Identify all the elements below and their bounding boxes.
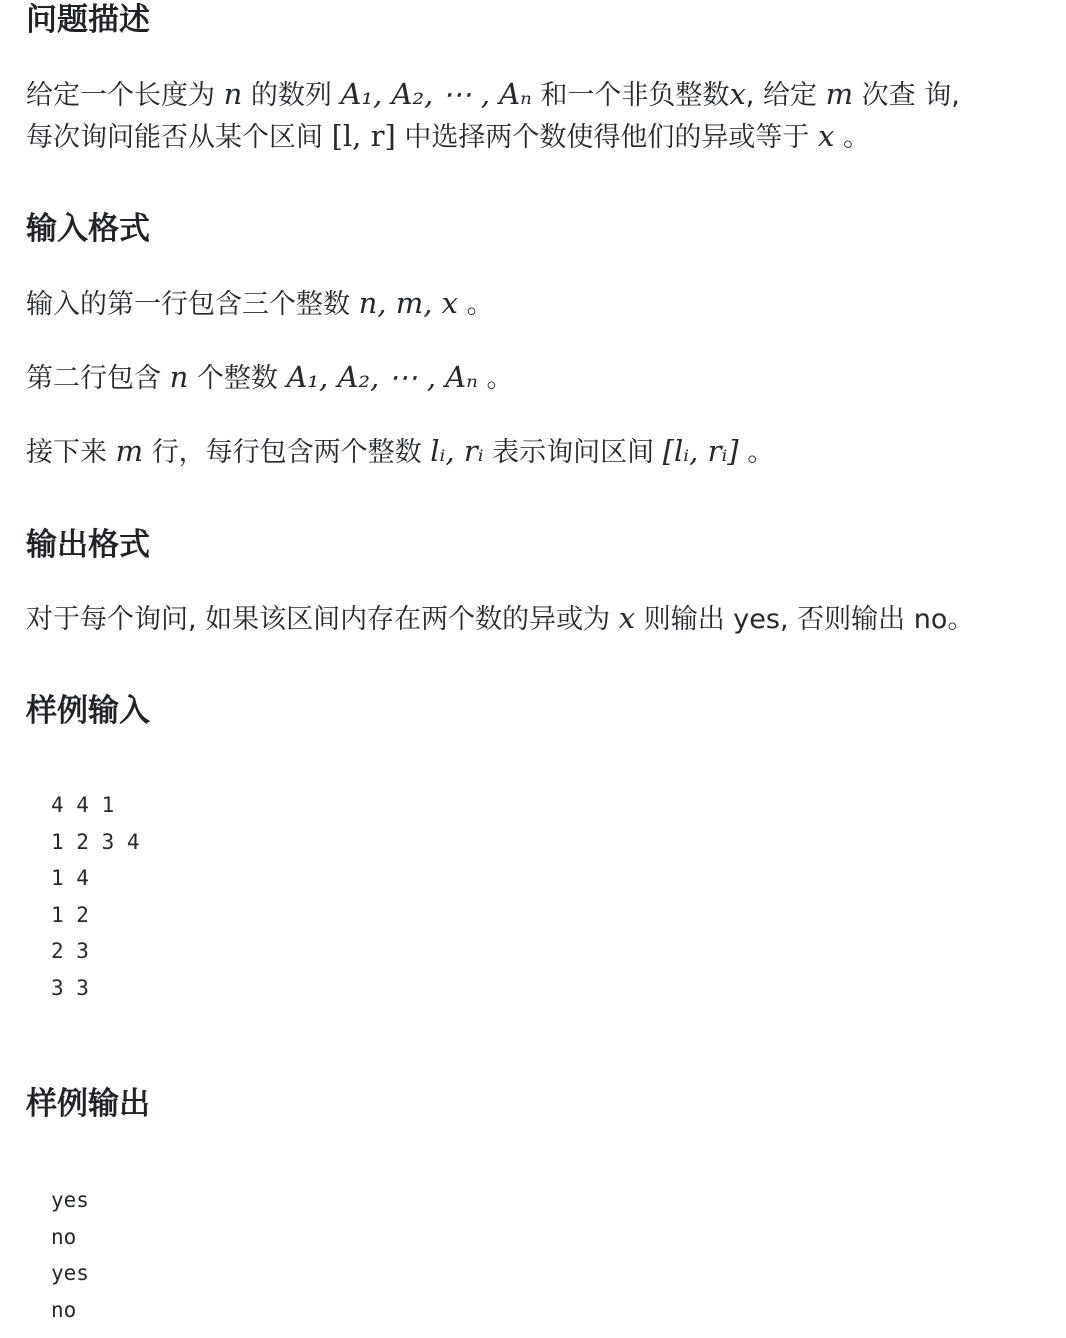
code-line: yes <box>51 1261 89 1286</box>
sample-output-heading: 样例输出 <box>26 1086 150 1122</box>
code-line: yes <box>51 1188 89 1212</box>
sample-input-heading: 样例输入 <box>26 693 150 729</box>
input-format-heading: 输入格式 <box>26 211 150 247</box>
code-line: no <box>51 1224 77 1249</box>
output-format-line-1: 对于每个询问, 如果该区间内存在两个数的异或为 x 则输出 yes, 否则输出 no。 <box>26 601 975 635</box>
code-line: 2 3 <box>51 939 89 964</box>
code-line: 4 4 1 <box>51 793 115 817</box>
description-line-1: 给定一个长度为 n 的数列 A₁, A₂, ⋯ , Aₙ 和一个非负整数x, 给定 m 次查 询, <box>26 77 960 111</box>
code-line: 1 2 3 4 <box>51 829 140 854</box>
code-line: 1 4 <box>51 866 89 891</box>
input-format-line-2: 第二行包含 n 个整数 A₁, A₂, ⋯ , Aₙ 。 <box>26 360 514 394</box>
output-format-heading: 输出格式 <box>26 527 150 563</box>
sample-output-code-block <box>51 1182 89 1328</box>
sample-input-code-block <box>51 787 140 1007</box>
input-format-line-3: 接下来 m 行，每行包含两个整数 lᵢ, rᵢ 表示询问区间 [lᵢ, rᵢ] 。 <box>26 434 775 468</box>
description-heading: 问题描述 <box>26 2 150 38</box>
input-format-line-1: 输入的第一行包含三个整数 n, m, x 。 <box>26 286 494 320</box>
code-line: 3 3 <box>51 975 89 1000</box>
code-line: no <box>51 1297 77 1322</box>
code-line: 1 2 <box>51 902 89 927</box>
description-line-2: 每次询问能否从某个区间 [l, r] 中选择两个数使得他们的异或等于 x 。 <box>26 119 870 153</box>
